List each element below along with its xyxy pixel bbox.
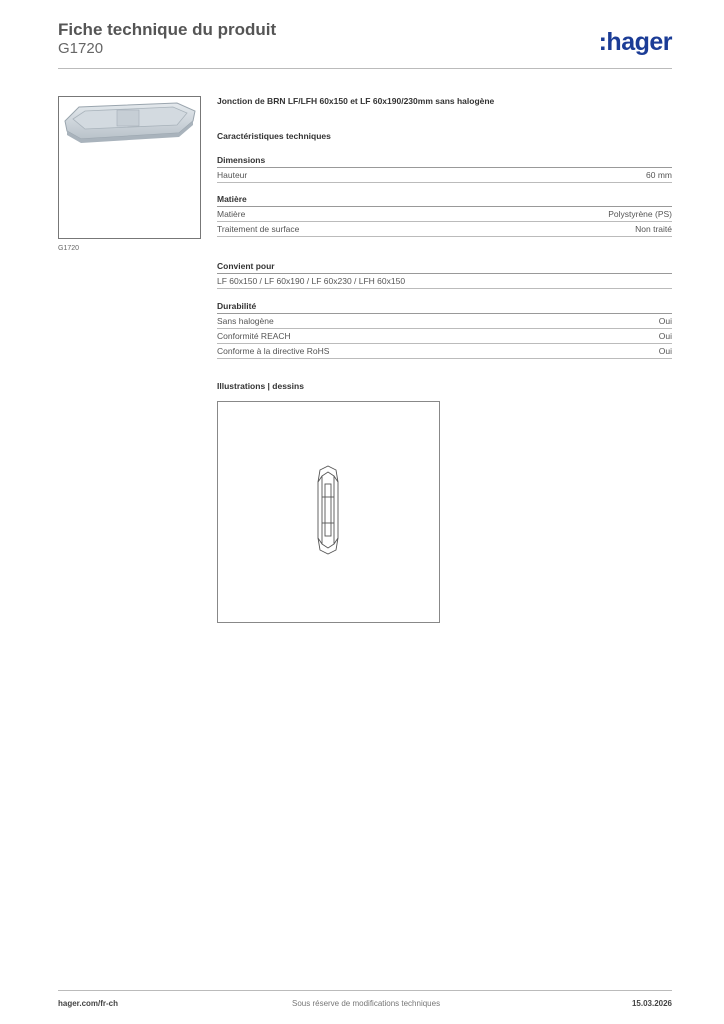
row-label: LF 60x150 / LF 60x190 / LF 60x230 / LFH 60x150 [217,276,406,286]
table-row [217,207,672,222]
photo-caption: G1720 [58,245,80,252]
row-label: Sans halogène [217,316,274,326]
product-description: Jonction de BRN LF/LFH 60x150 et LF 60x190/230mm sans halogène [217,96,495,106]
row-label: Matière [217,209,246,219]
material-section [217,194,672,237]
section-title: Convient pour [217,261,672,274]
header-divider [58,68,672,69]
table-row [217,329,672,344]
table-row [217,314,672,329]
section-title: Matière [217,194,672,207]
row-value: Polystyrène (PS) [608,209,672,219]
section-title: Durabilité [217,301,672,314]
product-code: G1720 [58,40,104,57]
illustrations-title: Illustrations | dessins [217,381,304,391]
footer-note: Sous réserve de modifications techniques [292,999,441,1008]
row-label: Hauteur [217,170,248,180]
row-value: 60 mm [646,170,672,180]
section-title: Dimensions [217,155,672,168]
row-label: Conformité REACH [217,331,291,341]
table-row [217,222,672,237]
footer-website-link[interactable]: hager.com/fr-ch [58,999,119,1008]
row-value: Non traité [635,224,672,234]
hager-logo: :hager [598,28,672,56]
dimensions-section [217,155,672,183]
characteristics-title: Caractéristiques techniques [217,131,331,141]
row-label: Conforme à la directive RoHS [217,346,330,356]
row-value: Oui [658,316,672,326]
row-label: Traitement de surface [217,224,300,234]
footer-date: 15.03.2026 [631,999,672,1008]
technical-drawing [217,401,440,623]
table-row [217,344,672,359]
table-row [217,274,672,289]
suits-section [217,261,672,289]
row-value: Oui [658,331,672,341]
row-value: Oui [658,346,672,356]
table-row [217,168,672,183]
durability-section [217,301,672,359]
product-photo-image [59,97,200,238]
technical-drawing-image [218,402,439,622]
footer-divider [58,990,672,991]
page-title: Fiche technique du produit [58,20,277,39]
product-photo [58,96,201,239]
